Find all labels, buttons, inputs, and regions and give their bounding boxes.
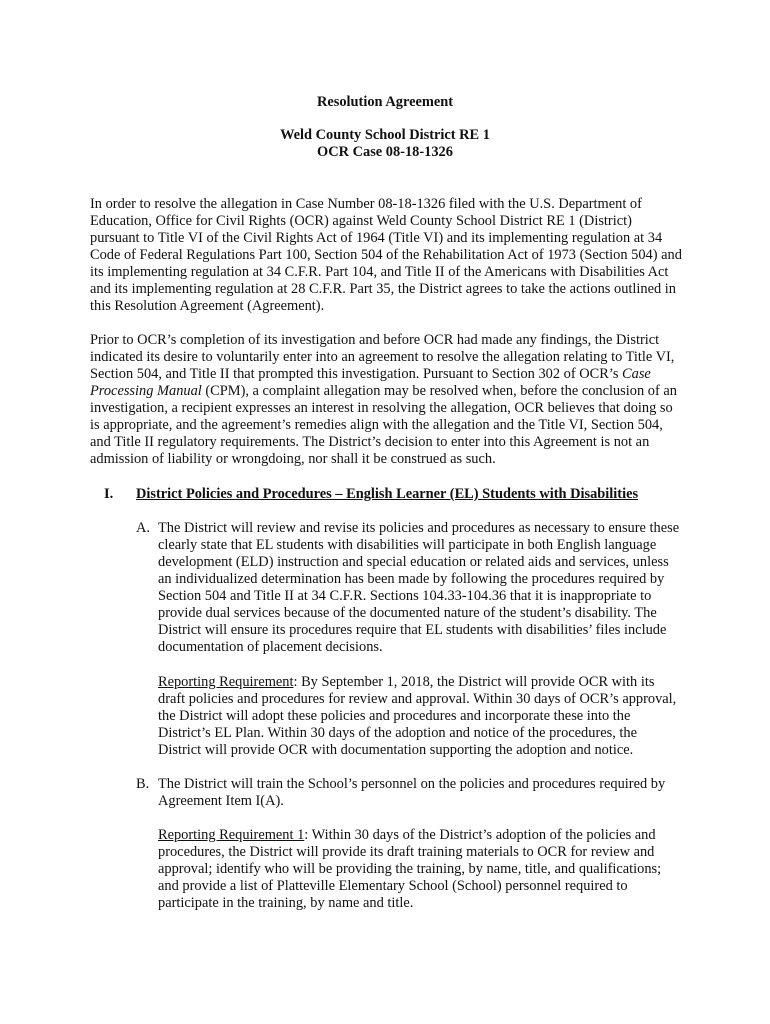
reporting-requirement-label: Reporting Requirement xyxy=(158,674,294,690)
reporting-requirement-1-text: : Within 30 days of the District’s adoption of the policies and procedures, the District will provide its draft training materials to OCR for review and approval; identify who will be providing the training, by name, title, and qualifications; and provide a list of Platteville Elementary School (School) personnel required to participate in the training, by name and title. xyxy=(158,827,662,912)
item-b-text: The District will train the School’s personnel on the policies and procedures required by Agreement Item I(A). xyxy=(158,776,666,810)
case-number: OCR Case 08-18-1326 xyxy=(317,144,453,160)
paragraph-2-text-b: (CPM), a complaint allegation may be resolved when, before the conclusion of an investigation, a recipient expresses an interest in resolving the allegation, OCR believes that doing so is appropriate, and the agreement’s remedies align with the allegation and the Title VI, Section 504, and Title II regulatory requirements. The District’s decision to enter into this Agreement is not an admission of liability or wrongdoing, nor shall it be construed as such. xyxy=(90,383,677,468)
intro-paragraph-1: In order to resolve the allegation in Case Number 08-18-1326 filed with the U.S. Department of Education, Office for Civil Rights (OCR) against Weld County School District RE 1 (District) pursuant to Title VI of the Civil Rights Act of 1964 (Title VI) and its implementing regulation at 34 Code of Federal Regulations Part 100, Section 504 of the Rehabilitation Act of 1973 (Section 504) and its implementing regulation at 34 C.F.R. Part 104, and Title II of the Americans with Disabilities Act and its implementing regulation at 28 C.F.R. Part 35, the District agrees to take the actions outlined in this Resolution Agreement (Agreement). xyxy=(90,196,682,315)
intro-paragraph-2 xyxy=(90,332,682,468)
paragraph-2-text-a: Prior to OCR’s completion of its investigation and before OCR had made any findings, the District indicated its desire to voluntarily enter into an agreement to resolve the allegation relating to Title VI, Section 504, and Title II that prompted this investigation. Pursuant to Section 302 of OCR’s xyxy=(90,332,675,383)
item-a-text: The District will review and revise its policies and procedures as necessary to ensure these clearly state that EL students with disabilities will participate in both English language development (ELD) instruction and special education or related aids and services, unless an individualized determination has been made by following the procedures required by Section 504 and Title II at 34 C.F.R. Sections 104.33-104.36 that it is inappropriate to provide dual services because of the documented nature of the student’s disability. The District will ensure its procedures require that EL students with disabilities’ files include documentation of placement decisions. xyxy=(158,520,680,656)
reporting-requirement-text: : By September 1, 2018, the District will provide OCR with its draft policies and procedures for review and approval. Within 30 days of OCR’s approval, the District will adopt these policies and procedures and incorporate these into the District’s EL Plan. Within 30 days of the adoption and notice of the procedures, the District will provide OCR with documentation supporting the adoption and notice. xyxy=(158,674,677,759)
section-number: I. xyxy=(104,486,114,502)
item-b-reporting xyxy=(158,827,680,912)
document-title: Resolution Agreement xyxy=(316,94,454,110)
item-b-label: B. xyxy=(136,776,150,792)
reporting-requirement-1-label: Reporting Requirement 1 xyxy=(158,827,305,843)
cpm-title: Case Processing Manual xyxy=(90,366,651,400)
district-name: Weld County School District RE 1 xyxy=(280,127,490,143)
item-a-label: A. xyxy=(136,520,150,536)
item-a-reporting xyxy=(158,674,680,759)
section-title: District Policies and Procedures – English Learner (EL) Students with Disabilities xyxy=(136,486,639,502)
